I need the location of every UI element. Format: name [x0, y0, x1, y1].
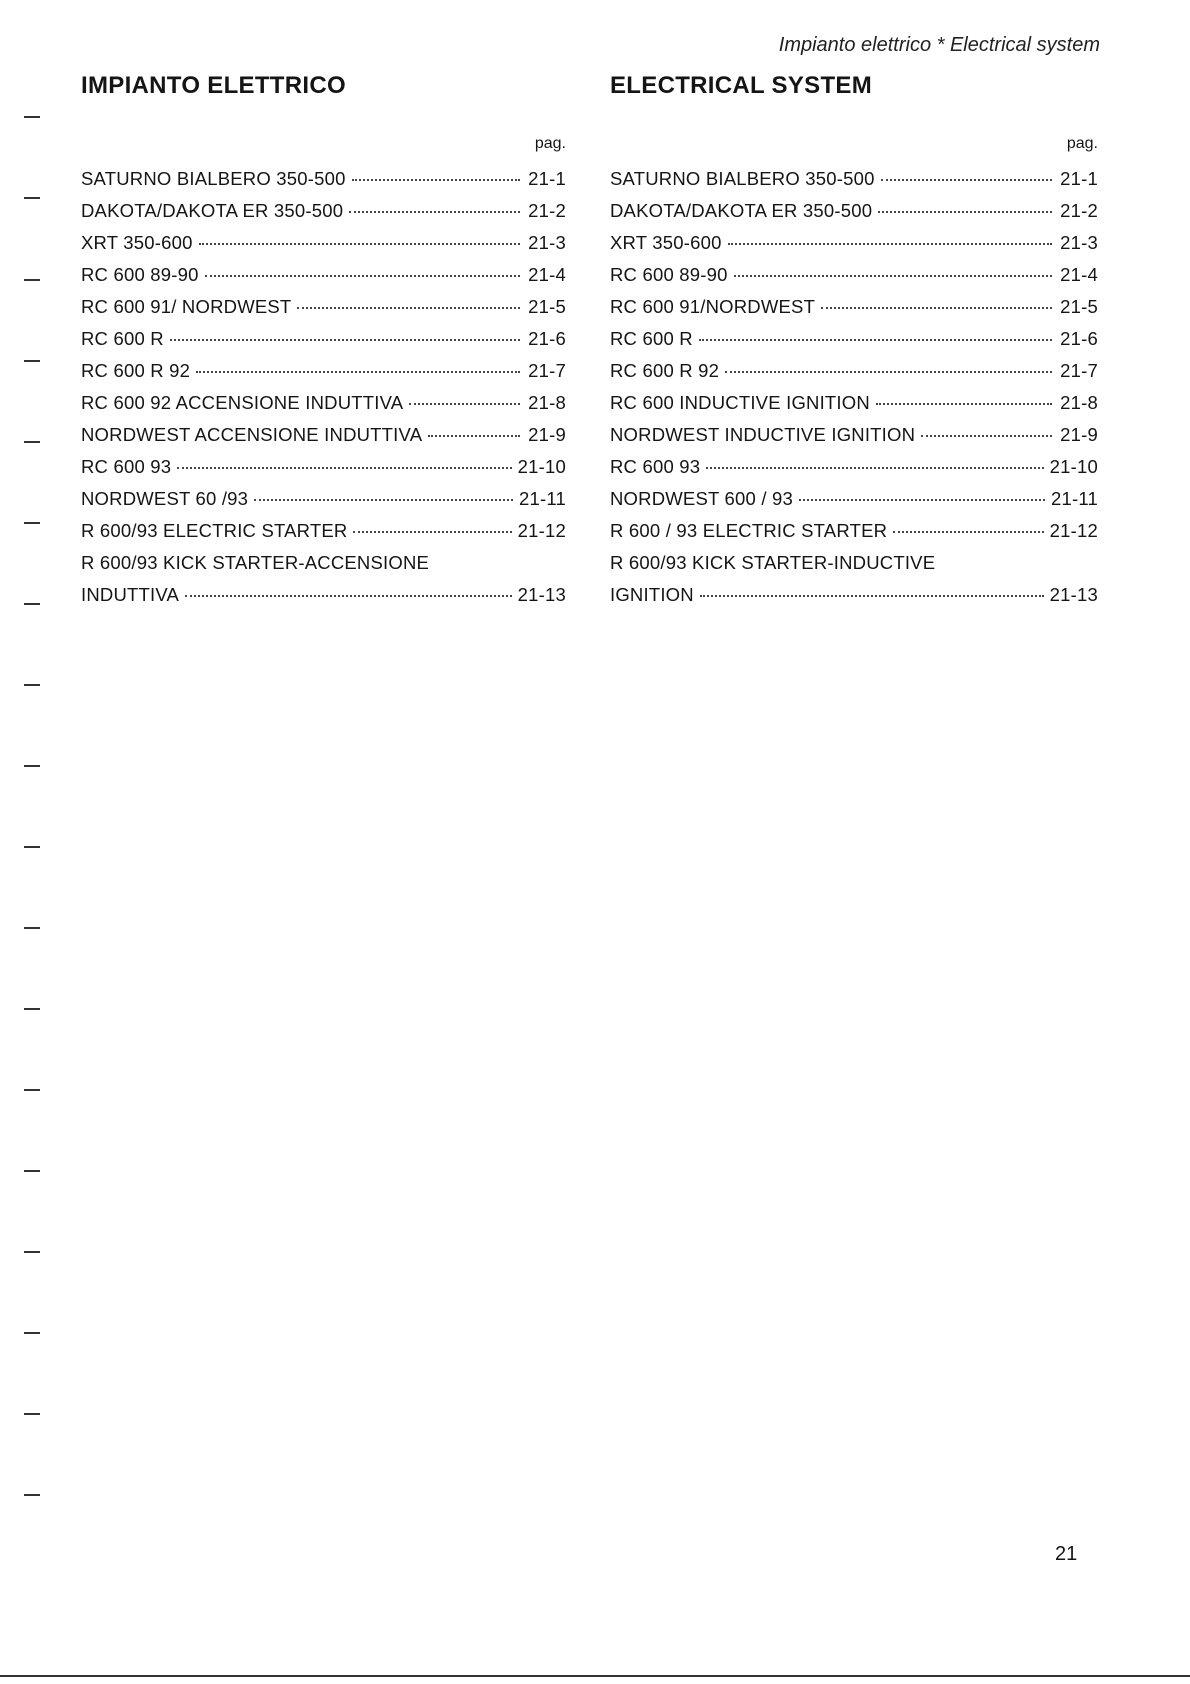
toc-entry-title-line2: INDUTTIVA: [81, 584, 180, 605]
page-number: 21: [1055, 1543, 1078, 1565]
toc-entry[interactable]: [610, 392, 1098, 424]
toc-entry[interactable]: [81, 360, 566, 392]
toc-entry-title: NORDWEST 600 / 93: [610, 488, 793, 509]
binding-mark: [24, 927, 40, 929]
toc-entry-title: NORDWEST 60 /93: [81, 488, 249, 509]
binding-mark: [24, 279, 40, 281]
toc-entry[interactable]: [610, 488, 1098, 520]
dot-leader: [734, 275, 1052, 277]
dot-leader: [699, 339, 1052, 341]
toc-entry-page: 21-2: [528, 200, 566, 221]
toc-entry-title: DAKOTA/DAKOTA ER 350-500: [81, 200, 344, 221]
toc-entry[interactable]: [610, 520, 1098, 552]
toc-entry-continuation: [610, 584, 1098, 616]
dot-leader: [297, 307, 520, 309]
toc-entry[interactable]: [81, 232, 566, 264]
toc-entry-page: 21-7: [528, 360, 566, 381]
toc-entry-page: 21-9: [528, 424, 566, 445]
toc-list: [610, 168, 1098, 616]
dot-leader: [170, 339, 520, 341]
toc-entry-title: SATURNO BIALBERO 350-500: [610, 168, 875, 189]
binding-mark: [24, 1251, 40, 1253]
toc-entry-title: RC 600 INDUCTIVE IGNITION: [610, 392, 870, 413]
toc-entry-page: 21-11: [519, 488, 566, 509]
binding-mark: [24, 441, 40, 443]
binding-mark: [24, 846, 40, 848]
toc-entry-title: RC 600 R 92: [81, 360, 191, 381]
toc-entry-title: RC 600 R: [610, 328, 693, 349]
toc-entry[interactable]: [610, 552, 1098, 616]
toc-entry-title: XRT 350-600: [610, 232, 722, 253]
toc-entry-page: 21-12: [517, 520, 566, 541]
toc-entry-page: 21-11: [1051, 488, 1098, 509]
dot-leader: [821, 307, 1052, 309]
binding-mark: [24, 1332, 40, 1334]
toc-entry-page: 21-10: [517, 456, 566, 477]
toc-entry-page: 21-4: [528, 264, 566, 285]
toc-entry[interactable]: [81, 392, 566, 424]
binding-mark: [24, 522, 40, 524]
toc-entry-title: RC 600 R: [81, 328, 164, 349]
toc-entry-page: 21-9: [1060, 424, 1098, 445]
toc-entry[interactable]: [81, 264, 566, 296]
toc-entry-title: XRT 350-600: [81, 232, 193, 253]
dot-leader: [881, 179, 1052, 181]
toc-entry-title: RC 600 R 92: [610, 360, 720, 381]
dot-leader: [728, 243, 1052, 245]
toc-entry[interactable]: [610, 456, 1098, 488]
toc-entry-title: NORDWEST ACCENSIONE INDUTTIVA: [81, 424, 423, 445]
toc-entry-page: 21-13: [517, 584, 566, 605]
dot-leader: [352, 179, 520, 181]
toc-column-italian: [81, 72, 566, 616]
running-header: Impianto elettrico * Electrical system: [778, 34, 1100, 56]
toc-entry-page: 21-6: [528, 328, 566, 349]
binding-mark: [24, 1413, 40, 1415]
binding-mark: [24, 1494, 40, 1496]
toc-entry[interactable]: [81, 328, 566, 360]
dot-leader: [725, 371, 1052, 373]
toc-entry-title-line1: R 600/93 KICK STARTER-INDUCTIVE: [610, 552, 936, 573]
dot-leader: [177, 467, 511, 469]
dot-leader: [199, 243, 520, 245]
toc-entry[interactable]: [81, 520, 566, 552]
toc-entry-page: 21-2: [1060, 200, 1098, 221]
dot-leader: [799, 499, 1045, 501]
toc-entry-title: DAKOTA/DAKOTA ER 350-500: [610, 200, 873, 221]
dot-leader: [428, 435, 520, 437]
dot-leader: [876, 403, 1052, 405]
binding-mark: [24, 603, 40, 605]
toc-entry-page: 21-13: [1049, 584, 1098, 605]
dot-leader: [353, 531, 511, 533]
binding-mark: [24, 116, 40, 118]
toc-entry-page: 21-3: [1060, 232, 1098, 253]
toc-entry-page: 21-4: [1060, 264, 1098, 285]
page-column-label: pag.: [534, 135, 566, 152]
binding-mark: [24, 360, 40, 362]
toc-entry[interactable]: [610, 360, 1098, 392]
toc-entry-title: RC 600 89-90: [610, 264, 728, 285]
toc-entry[interactable]: [610, 328, 1098, 360]
toc-entry[interactable]: [610, 264, 1098, 296]
toc-entry-page: 21-5: [1060, 296, 1098, 317]
toc-entry-page: 21-5: [528, 296, 566, 317]
toc-list: [81, 168, 566, 616]
toc-entry[interactable]: [610, 200, 1098, 232]
toc-entry[interactable]: [610, 296, 1098, 328]
dot-leader: [254, 499, 513, 501]
binding-mark: [24, 197, 40, 199]
toc-entry-page: 21-3: [528, 232, 566, 253]
binding-mark: [24, 1089, 40, 1091]
toc-entry-title: R 600/93 ELECTRIC STARTER: [81, 520, 348, 541]
toc-entry-page: 21-6: [1060, 328, 1098, 349]
dot-leader: [205, 275, 520, 277]
dot-leader: [706, 467, 1043, 469]
toc-entry[interactable]: [81, 456, 566, 488]
dot-leader: [409, 403, 520, 405]
toc-entry[interactable]: [81, 424, 566, 456]
binding-mark: [24, 1008, 40, 1010]
toc-entry-title: RC 600 92 ACCENSIONE INDUTTIVA: [81, 392, 404, 413]
section-title-english: ELECTRICAL SYSTEM: [610, 72, 873, 99]
toc-entry-title-line2: IGNITION: [610, 584, 694, 605]
section-title-italian: IMPIANTO ELETTRICO: [81, 72, 346, 99]
toc-entry-title: R 600 / 93 ELECTRIC STARTER: [610, 520, 888, 541]
dot-leader: [921, 435, 1052, 437]
dot-leader: [893, 531, 1044, 533]
binding-mark: [24, 765, 40, 767]
toc-entry-page: 21-8: [1060, 392, 1098, 413]
toc-entry-page: 21-10: [1049, 456, 1098, 477]
toc-entry-title: RC 600 91/NORDWEST: [610, 296, 816, 317]
toc-entry[interactable]: [81, 200, 566, 232]
toc-entry[interactable]: [610, 424, 1098, 456]
toc-entry-title: RC 600 93: [610, 456, 701, 477]
binding-mark: [24, 684, 40, 686]
toc-entry-page: 21-1: [1060, 168, 1098, 189]
toc-entry-title: RC 600 91/ NORDWEST: [81, 296, 292, 317]
toc-entry[interactable]: [610, 168, 1098, 200]
toc-entry-title: RC 600 89-90: [81, 264, 199, 285]
bottom-rule: [0, 1675, 1190, 1677]
toc-column-english: [610, 72, 1098, 616]
toc-entry[interactable]: [81, 488, 566, 520]
toc-entry-title: SATURNO BIALBERO 350-500: [81, 168, 346, 189]
dot-leader: [700, 595, 1044, 597]
toc-entry[interactable]: [81, 552, 566, 616]
toc-entry[interactable]: [610, 232, 1098, 264]
toc-entry-page: 21-12: [1049, 520, 1098, 541]
binding-mark: [24, 1170, 40, 1172]
dot-leader: [878, 211, 1052, 213]
toc-entry-title-line1: R 600/93 KICK STARTER-ACCENSIONE: [81, 552, 430, 573]
dot-leader: [196, 371, 520, 373]
dot-leader: [185, 595, 512, 597]
toc-entry-page: 21-8: [528, 392, 566, 413]
toc-entry-page: 21-1: [528, 168, 566, 189]
toc-entry-title: RC 600 93: [81, 456, 172, 477]
page-column-label: pag.: [1066, 135, 1098, 152]
toc-entry-page: 21-7: [1060, 360, 1098, 381]
toc-entry[interactable]: [81, 296, 566, 328]
toc-entry-title: NORDWEST INDUCTIVE IGNITION: [610, 424, 916, 445]
dot-leader: [349, 211, 520, 213]
toc-entry[interactable]: [81, 168, 566, 200]
toc-entry-continuation: [81, 584, 566, 616]
